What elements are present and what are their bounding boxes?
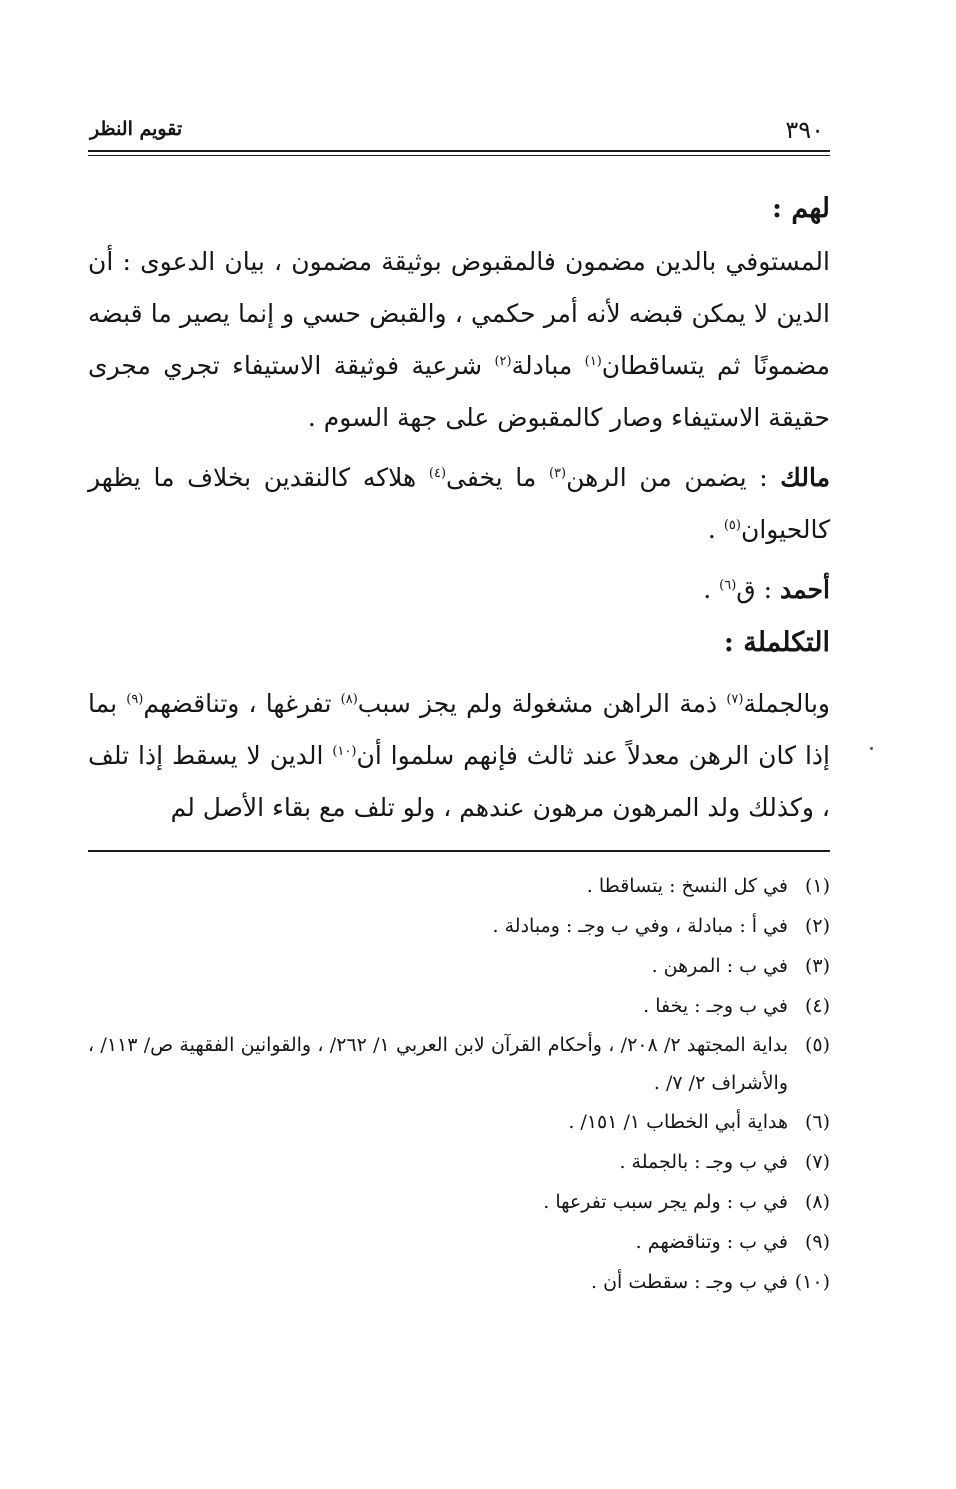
paragraph-ahmad xyxy=(88,564,830,616)
footnote-number: (٢) xyxy=(804,915,830,937)
text-run: : يضمن من الرهن xyxy=(566,463,781,492)
footnote-ref-5[interactable]: (٥) xyxy=(723,518,741,533)
footnote-text: في ب وجـ : يخفا . xyxy=(643,995,788,1017)
footnote-number: (١٠) xyxy=(794,1271,830,1293)
footnote-number: (١) xyxy=(804,875,830,897)
paragraph-malik xyxy=(88,452,830,556)
footnote-text: في أ : مبادلة ، وفي ب وجـ : ومبادلة . xyxy=(492,915,788,937)
footnote-ref-2[interactable]: (٢) xyxy=(494,354,512,369)
header-rule-thin xyxy=(88,155,830,156)
footnote-text: في كل النسخ : يتساقطا . xyxy=(586,875,788,897)
section-heading-takmila: التكلملة : xyxy=(723,627,830,658)
footnote-text: في ب : المرهن . xyxy=(651,955,788,977)
text-run: بما إذا كان الرهن معدلاً عند ثالث فإنهم سلموا أن xyxy=(88,689,830,770)
footnote-ref-6[interactable]: (٦) xyxy=(719,578,737,593)
footnote-number: (٨) xyxy=(804,1191,830,1213)
footnote-number: (٩) xyxy=(804,1231,830,1253)
footnote-text: بداية المجتهد ٢/ ٢٠٨/ ، وأحكام القرآن لابن العربي ١/ ٢٦٢/ ، والقوانين الفقهية ص/ ١١٣/ ، والأشراف ٢/ ٧/ . xyxy=(88,1034,788,1094)
section-heading-lahum: لهم : xyxy=(771,193,830,224)
school-label-ahmad: أحمد xyxy=(780,575,830,604)
footnote-number: (٥) xyxy=(804,1034,830,1056)
scan-speck xyxy=(870,747,873,750)
footnote-6 xyxy=(88,1102,830,1142)
footnote-text: هداية أبي الخطاب ١/ ١٥١/ . xyxy=(568,1111,788,1133)
text-run: شرعية فوثيقة الاستيفاء تجري مجرى حقيقة الاستيفاء وصار كالمقبوض على جهة السوم . xyxy=(88,351,830,432)
text-run: تفرغها ، وتناقضهم xyxy=(143,689,341,718)
footnote-ref-1[interactable]: (١) xyxy=(584,354,602,369)
text-run: : ق xyxy=(736,575,781,604)
footnote-7 xyxy=(88,1142,830,1182)
text-run: . xyxy=(707,515,724,544)
text-run: مبادلة xyxy=(511,351,585,380)
footnote-ref-3[interactable]: (٣) xyxy=(548,466,567,481)
footnote-text: في ب : ولم يجر سبب تفرعها . xyxy=(543,1191,788,1213)
footnote-4 xyxy=(88,986,830,1026)
footnote-ref-7[interactable]: (٧) xyxy=(726,692,744,707)
footnote-ref-9[interactable]: (٩) xyxy=(126,692,144,707)
footnote-text: في ب وجـ : سقطت أن . xyxy=(591,1271,788,1293)
school-label-malik: مالك xyxy=(780,463,830,492)
footnote-10 xyxy=(88,1262,830,1302)
footnote-ref-8[interactable]: (٨) xyxy=(340,692,358,707)
footnote-number: (٦) xyxy=(804,1111,830,1133)
footnote-ref-10[interactable]: (١٠) xyxy=(332,744,357,759)
text-run: المستوفي بالدين مضمون فالمقبوض بوثيقة مضمون ، بيان الدعوى : أن الدين لا يمكن قبضه لأنه أمر حكمي ، والقبض حسي و إنما يصير ما قبضه مضمونًا ثم يتساقطان xyxy=(88,247,831,380)
footnote-2 xyxy=(88,906,830,946)
text-run: ذمة الراهن مشغولة ولم يجز سبب xyxy=(357,689,727,718)
footnote-text: في ب وجـ : بالجملة . xyxy=(619,1151,788,1173)
footnote-number: (٣) xyxy=(804,955,830,977)
footnote-1 xyxy=(88,866,830,906)
footnote-number: (٧) xyxy=(804,1151,830,1173)
footnote-number: (٤) xyxy=(804,995,830,1017)
text-run: الدين لا يسقط إذا تلف ، وكذلك ولد المرهون مرهون عندهم ، ولو تلف مع بقاء الأصل لم xyxy=(88,741,830,822)
running-title: تقويم النظر xyxy=(90,118,183,140)
running-header xyxy=(88,112,828,150)
footnote-3 xyxy=(88,946,830,986)
footnote-ref-4[interactable]: (٤) xyxy=(428,466,447,481)
text-run: وبالجملة xyxy=(743,689,830,718)
paragraph-takmila xyxy=(88,678,830,834)
footnote-5 xyxy=(88,1026,830,1102)
header-rule-thick xyxy=(88,150,830,152)
main-text xyxy=(88,182,830,834)
footnote-8 xyxy=(88,1182,830,1222)
text-run: هلاكه كالنقدين بخلاف ما يظهر كالحيوان xyxy=(88,463,830,544)
footnote-text: في ب : وتناقضهم . xyxy=(635,1231,788,1253)
footnote-separator xyxy=(88,850,830,852)
footnotes xyxy=(88,866,830,1302)
paragraph-argument xyxy=(88,236,830,444)
footnote-9 xyxy=(88,1222,830,1262)
text-run: ما يخفى xyxy=(446,463,549,492)
page-number: ٣٩٠ xyxy=(785,116,824,144)
text-run: . xyxy=(703,575,720,604)
